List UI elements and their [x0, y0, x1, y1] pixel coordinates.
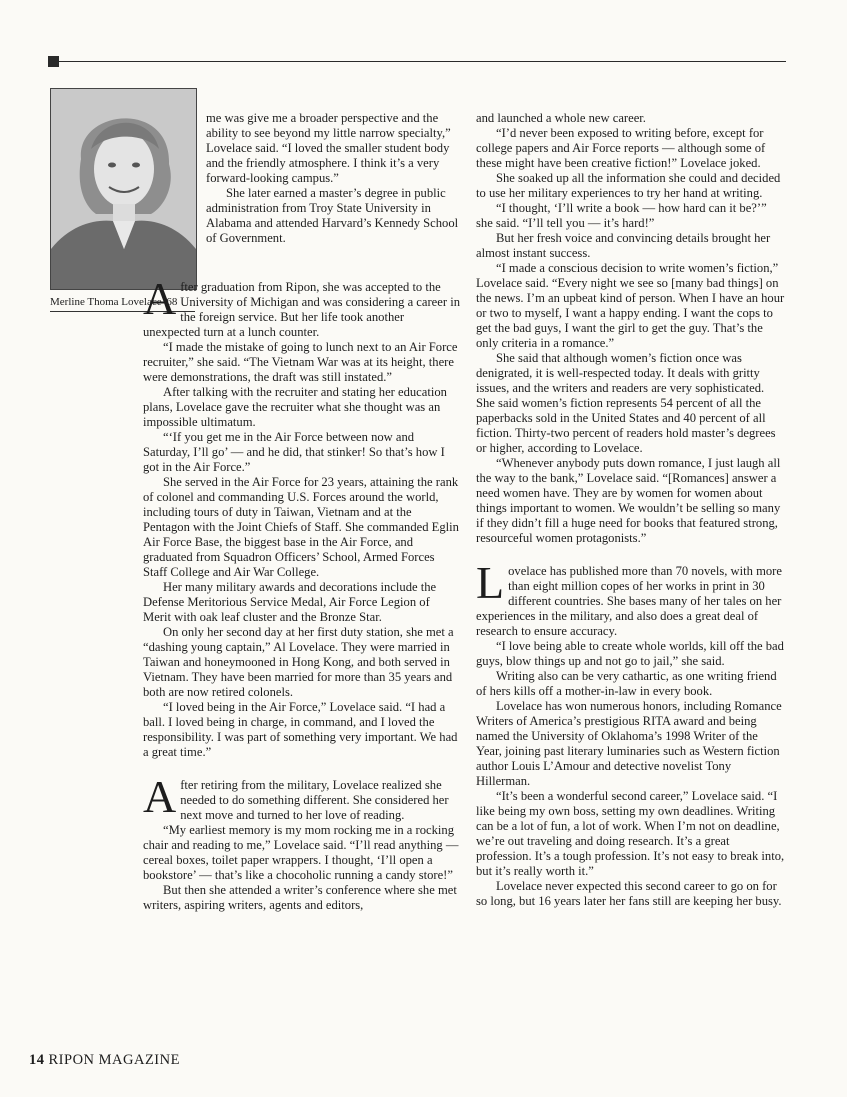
portrait-photo: [50, 88, 197, 290]
drop-cap: A: [143, 771, 177, 822]
paragraph: She soaked up all the information she could and decided to use her military experiences to try her hand at writing.: [476, 171, 781, 200]
paragraph: She said that although women’s fiction once was denigrated, it is well-respected today. It deals with gritty issues, and the writers and readers are very sophisticated. She said women’s fiction represents 54 percent of all the paperbacks sold in the United States and 40 percent of all fiction. Thirty-two percent of readers hold master’s degrees or higher, according to Lovelace.: [476, 351, 776, 455]
paragraph: “My earliest memory is my mom rocking me in a rocking chair and reading to me,” Lovelace said. “I’ll read anything — cereal boxes, toilet paper wrappers. I thought, ‘I’ll open a bookstore’ — that’s like a chocoholic running a candy store!”: [143, 823, 459, 882]
paragraph: “I’d never been exposed to writing before, except for college papers and Air Force reports — although some of these might have been creative fiction!” Lovelace joked.: [476, 126, 766, 170]
section-graduation: [143, 273, 461, 760]
paragraph: “I thought, ‘I’ll write a book — how hard can it be?’” she said. “I’ll tell you — it’s hard!”: [476, 201, 767, 230]
section-lead: [143, 273, 461, 340]
section-novels: [476, 557, 786, 909]
paragraph: Lovelace has won numerous honors, including Romance Writers of America’s prestigious RITA award and being named the University of Oklahoma’s 1998 Writer of the Year, joining past literary luminaries such as Western fiction author Louis L’Amour and detective novelist Tony Hillerman.: [476, 699, 782, 788]
header-rule-line: [59, 61, 786, 62]
drop-cap: A: [143, 273, 177, 324]
paragraph: “I loved being in the Air Force,” Lovelace said. “I had a ball. I loved being in charge, in command, and I loved the responsibility. I was part of something very important. We had a great time.”: [143, 700, 458, 759]
paragraph: “I love being able to create whole worlds, kill off the bad guys, blow things up and not go to jail,” she said.: [476, 639, 784, 668]
paragraph: Writing also can be very cathartic, as one writing friend of hers kills off a mother-in-law in every book.: [476, 669, 777, 698]
photo-caption: Merline Thoma Lovelace '68: [50, 296, 195, 312]
column-right: [476, 111, 786, 909]
paragraph: “I made a conscious decision to write women’s fiction,” Lovelace said. “Every night we see so [many bad things] on the news. I’m an upbeat kind of person. When I have an hour or two to myself, I want a happy ending. I want the cops to get the bad guys, I want the girl to get the guy. That’s the only criteria in a romance.”: [476, 261, 785, 350]
drop-cap: L: [476, 557, 505, 608]
portrait-illustration: [51, 89, 196, 289]
paragraph: “‘If you get me in the Air Force between now and Saturday, I’ll go’ — and he did, that stinker! So that’s how I got in the Air Force.”: [143, 430, 445, 474]
paragraph: “It’s been a wonderful second career,” Lovelace said. “I like being my own boss, setting my own deadlines. Writing can be a lot of fun, a lot of work. When I’m not on deadline, we’re out traveling and doing research. It’s a great profession. It’s a tough profession. It’s not easy to break into, but it’s really worth it.”: [476, 789, 785, 878]
paragraph: But then she attended a writer’s conference where she met writers, aspiring writers, agents and editors,: [143, 883, 457, 912]
column-top: [206, 111, 460, 246]
paragraph: “I made the mistake of going to lunch next to an Air Force recruiter,” she said. “The Vietnam War was at its height, there were demonstrations, the draft was still instated.”: [143, 340, 458, 384]
section-lead: [476, 557, 786, 639]
section-lead: [143, 771, 460, 823]
publication-name: RIPON MAGAZINE: [48, 1052, 180, 1068]
lead-text: fter retiring from the military, Lovelace realized she needed to do something different. She considered her next move and turned to her love of reading.: [180, 778, 449, 822]
page-footer: [29, 1052, 180, 1069]
header-rule-block: [48, 56, 59, 67]
paragraph: “Whenever anybody puts down romance, I just laugh all the way to the bank,” Lovelace said. “[Romances] answer a need women have. They are by women for women about things important to women. We wouldn’t be selling so many if they didn’t fill a huge need for books that featured strong, resourceful women protagonists.”: [476, 456, 781, 545]
lead-text: ovelace has published more than 70 novels, with more than eight million copes of her works in print in 30 different countries. She bases many of her tales on her experiences in the military, and also does a great deal of research to ensure accuracy.: [476, 564, 782, 638]
paragraph: Her many military awards and decorations include the Defense Meritorious Service Medal, Air Force Legion of Merit with oak leaf cluster and the Bronze Star.: [143, 580, 437, 624]
paragraph: Lovelace never expected this second career to go on for so long, but 16 years later her fans still are keeping her busy.: [476, 879, 782, 908]
paragraph: me was give me a broader perspective and the ability to see beyond my little narrow specialty,” Lovelace said. “I loved the smaller student body and the friendly atmosphere. I think it’s a very forward-looking campus.”: [206, 111, 451, 185]
lead-text: fter graduation from Ripon, she was accepted to the University of Michigan and was considering a career in the foreign service. But her life took another unexpected turn at a lunch counter.: [143, 280, 461, 339]
section-new-career: [476, 111, 786, 546]
paragraph: She later earned a master’s degree in public administration from Troy State University in Alabama and attended Harvard’s Kennedy School of Government.: [206, 186, 459, 245]
paragraph: After talking with the recruiter and stating her education plans, Lovelace gave the recruiter what she thought was an impossible ultimatum.: [143, 385, 447, 429]
paragraph: On only her second day at her first duty station, she met a “dashing young captain,” Al Lovelace. They were married in Taiwan and honeymooned in Hong Kong, and both served in Vietnam. They have been married for more than 35 years and both are now retired colonels.: [143, 625, 454, 699]
page-number: 14: [29, 1052, 45, 1068]
paragraph: But her fresh voice and convincing details brought her almost instant success.: [476, 231, 771, 260]
paragraph: She served in the Air Force for 23 years, attaining the rank of colonel and commanding U.S. Forces around the world, including tours of duty in Taiwan, Vietnam and at the Pentagon with the Joint Chiefs of Staff. She commanded Eglin Air Force Base, the biggest base in the Air Force, and graduated from Squadron Officers’ School, Armed Forces Staff College and Air War College.: [143, 475, 459, 579]
column-middle: [143, 273, 461, 913]
section-retiring: [143, 771, 460, 913]
continued-text: and launched a whole new career.: [476, 111, 646, 125]
